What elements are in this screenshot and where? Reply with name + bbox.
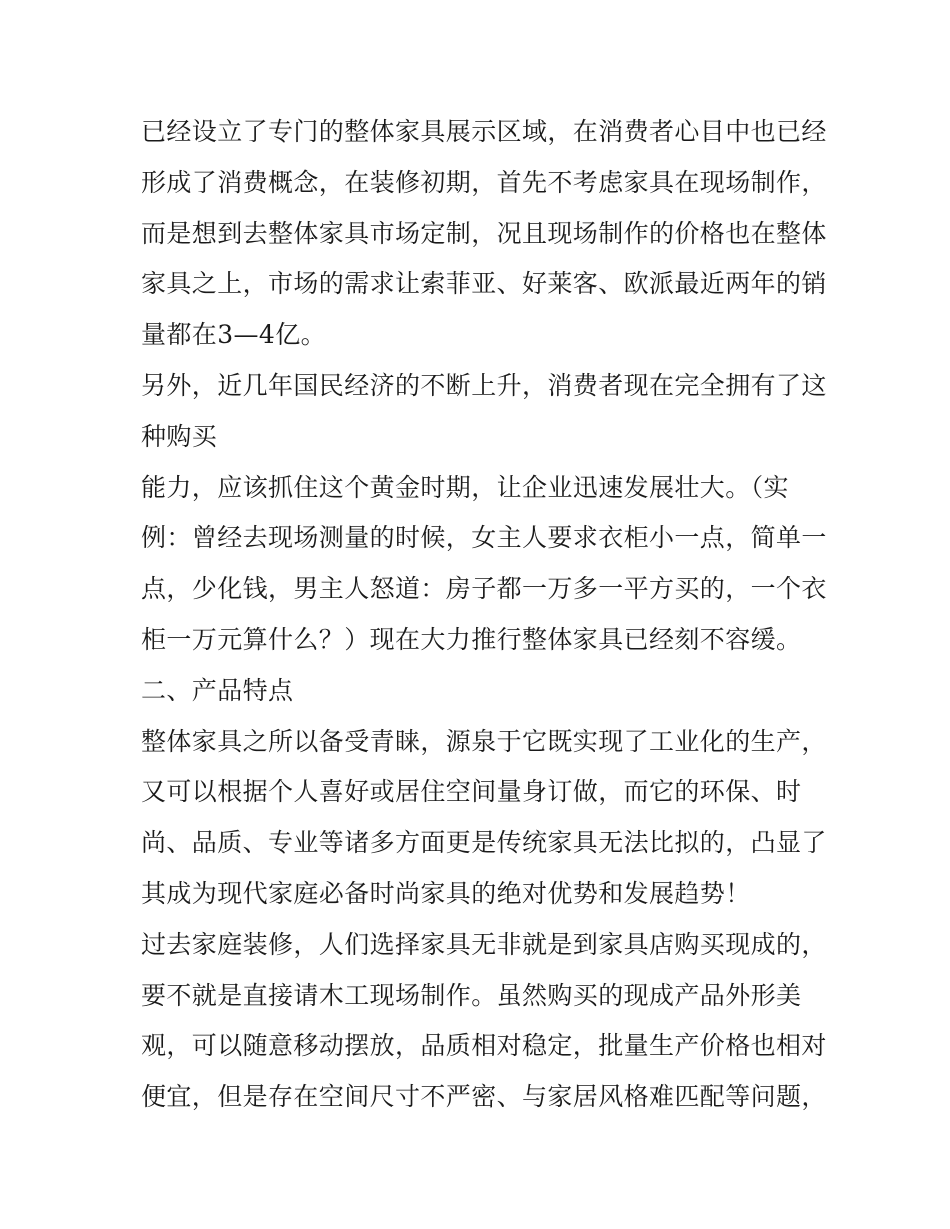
text-line: 已经设立了专门的整体家具展示区域，在消费者心目中也已经 bbox=[141, 117, 827, 146]
text-line: 观，可以随意移动摆放，品质相对稳定，批量生产价格也相对 bbox=[141, 1031, 827, 1061]
document-body bbox=[141, 107, 827, 1123]
section-heading: 二、产品特点 bbox=[141, 675, 294, 705]
text-line: 例：曾经去现场测量的时候，女主人要求衣柜小一点，简单一 bbox=[141, 523, 827, 553]
text-line: 便宜，但是存在空间尺寸不严密、与家居风格难匹配等问题， bbox=[141, 1082, 827, 1112]
text-line: 其成为现代家庭必备时尚家具的绝对优势和发展趋势！ bbox=[141, 878, 751, 908]
text-line: 能力，应该抓住这个黄金时期，让企业迅速发展壮大。（实 bbox=[141, 472, 789, 502]
text-line: 柜一万元算什么？）现在大力推行整体家具已经刻不容缓。 bbox=[141, 624, 802, 654]
text-line: 整体家具之所以备受青睐，源泉于它既实现了工业化的生产， bbox=[141, 726, 827, 756]
text-line: 要不就是直接请木工现场制作。虽然购买的现成产品外形美 bbox=[141, 980, 802, 1010]
text-line: 种购买 bbox=[141, 421, 218, 451]
text-line: 另外，近几年国民经济的不断上升，消费者现在完全拥有了这 bbox=[141, 370, 827, 400]
text-line: 家具之上，市场的需求让索菲亚、好莱客、欧派最近两年的销 bbox=[141, 269, 827, 299]
text-line: 而是想到去整体家具市场定制，况且现场制作的价格也在整体 bbox=[141, 218, 827, 248]
text-line: 形成了消费概念，在装修初期，首先不考虑家具在现场制作， bbox=[141, 167, 827, 197]
text-line: 量都在3—4亿。 bbox=[141, 320, 327, 350]
text-line: 过去家庭装修，人们选择家具无非就是到家具店购买现成的， bbox=[141, 929, 827, 959]
text-line: 又可以根据个人喜好或居住空间量身订做，而它的环保、时 bbox=[141, 777, 802, 807]
text-line: 点，少化钱，男主人怒道：房子都一万多一平方买的，一个衣 bbox=[141, 574, 827, 604]
text-line: 尚、品质、专业等诸多方面更是传统家具无法比拟的，凸显了 bbox=[141, 828, 827, 858]
